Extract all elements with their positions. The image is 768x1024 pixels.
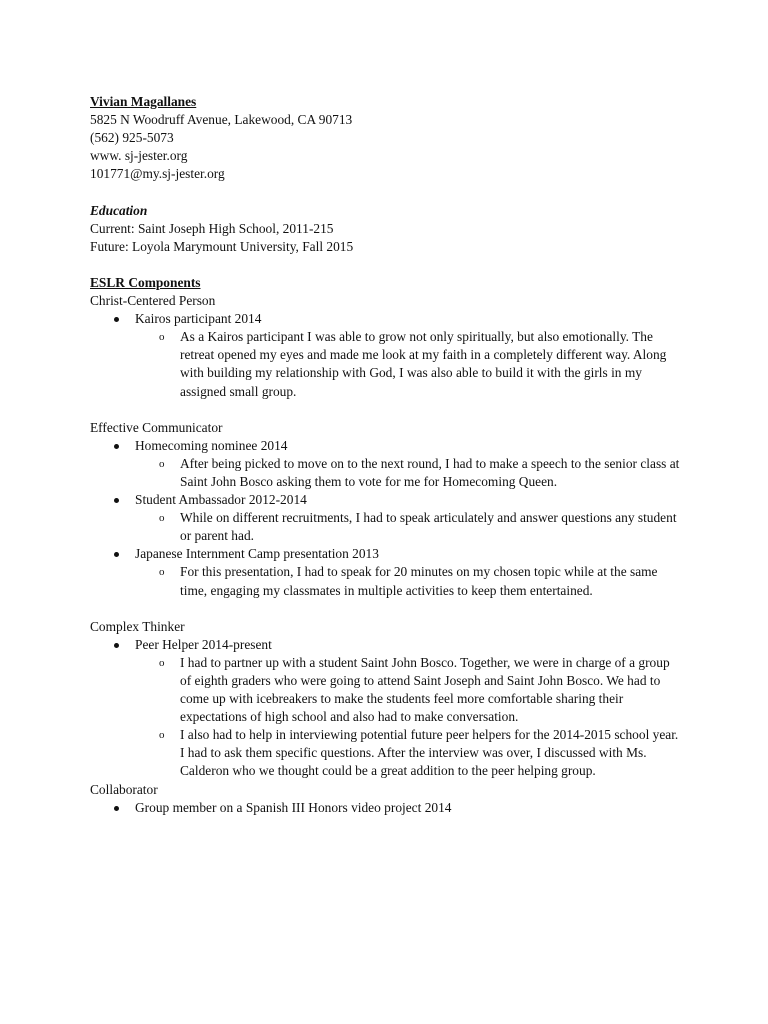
detail-item bbox=[135, 563, 680, 599]
item-label: Group member on a Spanish III Honors video project 2014 bbox=[135, 799, 452, 815]
education-future: Future: Loyola Marymount University, Fall 2015 bbox=[90, 238, 354, 254]
detail-text: For this presentation, I had to speak for 20 minutes on my chosen topic while at the same time, engaging my classmates in multiple activities to keep them entertained. bbox=[180, 564, 658, 598]
item-label: Peer Helper 2014-present bbox=[135, 636, 272, 652]
sub-bullet-icon: o bbox=[159, 457, 165, 470]
item-label: Homecoming nominee 2014 bbox=[135, 437, 288, 453]
resume-name: Vivian Magallanes bbox=[90, 94, 197, 109]
education-heading: Education bbox=[90, 202, 148, 218]
bullet-list bbox=[90, 636, 690, 781]
detail-list bbox=[135, 455, 690, 491]
detail-item bbox=[135, 726, 680, 780]
bullet-icon bbox=[114, 317, 119, 322]
sub-bullet-icon: o bbox=[159, 729, 165, 742]
detail-list bbox=[135, 654, 690, 781]
bullet-icon bbox=[114, 444, 119, 449]
detail-item bbox=[135, 654, 680, 726]
list-item bbox=[90, 491, 690, 545]
sub-bullet-icon: o bbox=[159, 512, 165, 525]
sub-bullet-icon: o bbox=[159, 331, 165, 344]
detail-list bbox=[135, 328, 690, 400]
bullet-icon bbox=[114, 552, 119, 557]
list-item bbox=[90, 545, 690, 599]
item-label: Japanese Internment Camp presentation 2013 bbox=[135, 546, 379, 562]
detail-text: I also had to help in interviewing potential future peer helpers for the 2014-2015 school year. I had to ask them specific questions. After the interview was over, I discussed with Ms. Calderon who we thought could be a great addition to the peer helping group. bbox=[180, 727, 679, 779]
sub-bullet-icon: o bbox=[159, 656, 165, 669]
detail-text: After being picked to move on to the next round, I had to make a speech to the senior class at Saint John Bosco asking them to vote for me for Homecoming Queen. bbox=[180, 455, 680, 489]
spacer bbox=[90, 256, 690, 274]
eslr-heading: ESLR Components bbox=[90, 274, 201, 290]
detail-list bbox=[135, 563, 690, 599]
category-title: Effective Communicator bbox=[90, 419, 223, 435]
phone-line: (562) 925-5073 bbox=[90, 130, 174, 146]
category-title: Collaborator bbox=[90, 781, 158, 797]
bullet-list bbox=[90, 310, 690, 400]
detail-item bbox=[135, 455, 680, 491]
item-label: Student Ambassador 2012-2014 bbox=[135, 492, 307, 508]
sub-bullet-icon: o bbox=[159, 566, 165, 579]
resume-document bbox=[90, 93, 690, 817]
list-item bbox=[90, 636, 690, 781]
list-item bbox=[90, 310, 690, 400]
spacer bbox=[90, 183, 690, 201]
bullet-list bbox=[90, 437, 690, 600]
bullet-icon bbox=[114, 643, 119, 648]
category-title: Complex Thinker bbox=[90, 618, 185, 634]
bullet-list bbox=[90, 799, 690, 817]
detail-list bbox=[135, 509, 690, 545]
list-item bbox=[90, 799, 690, 817]
spacer bbox=[90, 600, 690, 618]
detail-text: While on different recruitments, I had to speak articulately and answer questions any student or parent had. bbox=[180, 510, 677, 544]
email-line: 101771@my.sj-jester.org bbox=[90, 166, 225, 182]
education-current: Current: Saint Joseph High School, 2011-215 bbox=[90, 220, 334, 236]
address-line: 5825 N Woodruff Avenue, Lakewood, CA 90713 bbox=[90, 112, 353, 128]
website-line: www. sj-jester.org bbox=[90, 148, 188, 164]
spacer bbox=[90, 401, 690, 419]
item-label: Kairos participant 2014 bbox=[135, 311, 262, 327]
detail-text: As a Kairos participant I was able to grow not only spiritually, but also emotionally. The retreat opened my eyes and made me look at my faith in a completely different way. Along with building my relationship with God, I was also able to build it with the girls in my assigned small group. bbox=[180, 329, 667, 399]
bullet-icon bbox=[114, 498, 119, 503]
detail-item bbox=[135, 328, 680, 400]
list-item bbox=[90, 437, 690, 491]
bullet-icon bbox=[114, 806, 119, 811]
detail-text: I had to partner up with a student Saint John Bosco. Together, we were in charge of a group of eighth graders who were going to attend Saint Joseph and Saint John Bosco. We had to come up with icebreakers to make the students feel more comfortable sharing their expectations of high school and also had to make conversation. bbox=[180, 654, 670, 725]
detail-item bbox=[135, 509, 680, 545]
category-title: Christ-Centered Person bbox=[90, 293, 216, 309]
